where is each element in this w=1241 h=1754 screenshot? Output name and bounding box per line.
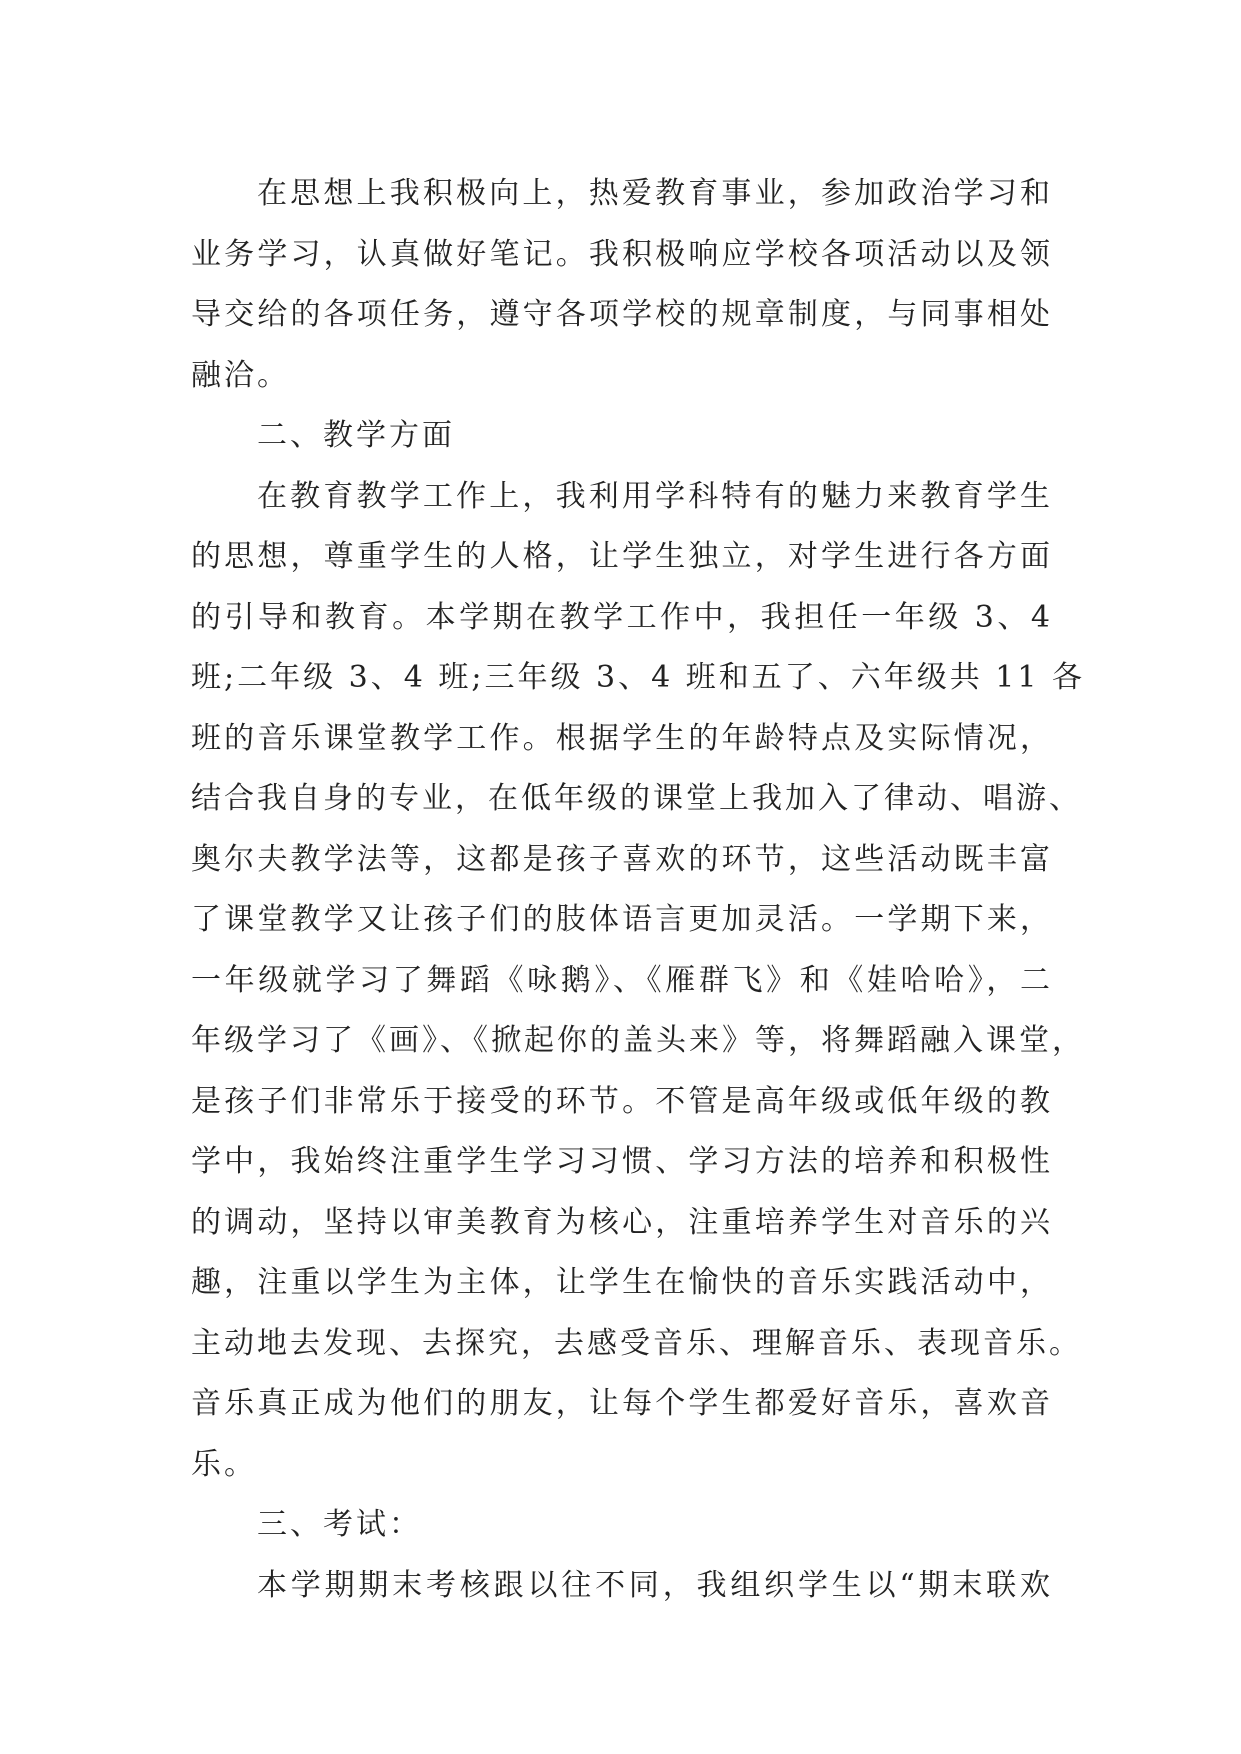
section-heading: 二、教学方面: [257, 418, 455, 453]
paragraph-line: 结合我自身的专业，在低年级的课堂上我加入了律动、唱游、: [191, 781, 1082, 816]
paragraph-line: 年级学习了《画》、《掀起你的盖头来》等，将舞蹈融入课堂，: [191, 1023, 1085, 1058]
paragraph-line: 导交给的各项任务，遵守各项学校的规章制度，与同事相处: [191, 297, 1053, 332]
paragraph-line: 融洽。: [191, 357, 290, 393]
paragraph-line: 趣，注重以学生为主体，让学生在愉快的音乐实践活动中，: [191, 1265, 1053, 1300]
paragraph-line: 奥尔夫教学法等，这都是孩子喜欢的环节，这些活动既丰富: [191, 841, 1053, 877]
paragraph-line: 音乐真正成为他们的朋友，让每个学生都爱好音乐，喜欢音: [191, 1386, 1053, 1421]
paragraph-line: 学中，我始终注重学生学习习惯、学习方法的培养和积极性: [191, 1144, 1053, 1179]
paragraph-line: 是孩子们非常乐于接受的环节。不管是高年级或低年级的教: [191, 1083, 1053, 1119]
paragraph-line: 乐。: [191, 1446, 257, 1482]
paragraph-line: 业务学习，认真做好笔记。我积极响应学校各项活动以及领: [191, 236, 1053, 272]
paragraph-line: 本学期期末考核跟以往不同，我组织学生以“期末联欢: [257, 1567, 1053, 1603]
document-body: [191, 164, 1085, 1616]
paragraph-line: 班;二年级 3、4 班;三年级 3、4 班和五了、六年级共 11 各: [191, 660, 1085, 695]
paragraph-line: 班的音乐课堂教学工作。根据学生的年龄特点及实际情况，: [191, 720, 1053, 756]
paragraph-line: 了课堂教学又让孩子们的肢体语言更加灵活。一学期下来，: [191, 902, 1053, 937]
paragraph-line: 在思想上我积极向上，热爱教育事业，参加政治学习和: [257, 176, 1053, 211]
section-heading: 三、考试：: [257, 1507, 422, 1542]
paragraph-line: 一年级就学习了舞蹈《咏鹅》、《雁群飞》和《娃哈哈》，二: [191, 962, 1053, 998]
paragraph-line: 主动地去发现、去探究，去感受音乐、理解音乐、表现音乐。: [191, 1325, 1082, 1361]
paragraph-line: 的调动，坚持以审美教育为核心，注重培养学生对音乐的兴: [191, 1204, 1053, 1240]
paragraph-line: 在教育教学工作上，我利用学科特有的魅力来教育学生: [257, 478, 1053, 514]
paragraph-line: 的思想，尊重学生的人格，让学生独立，对学生进行各方面: [191, 539, 1053, 574]
paragraph-line: 的引导和教育。本学期在教学工作中，我担任一年级 3、4: [191, 599, 1053, 635]
